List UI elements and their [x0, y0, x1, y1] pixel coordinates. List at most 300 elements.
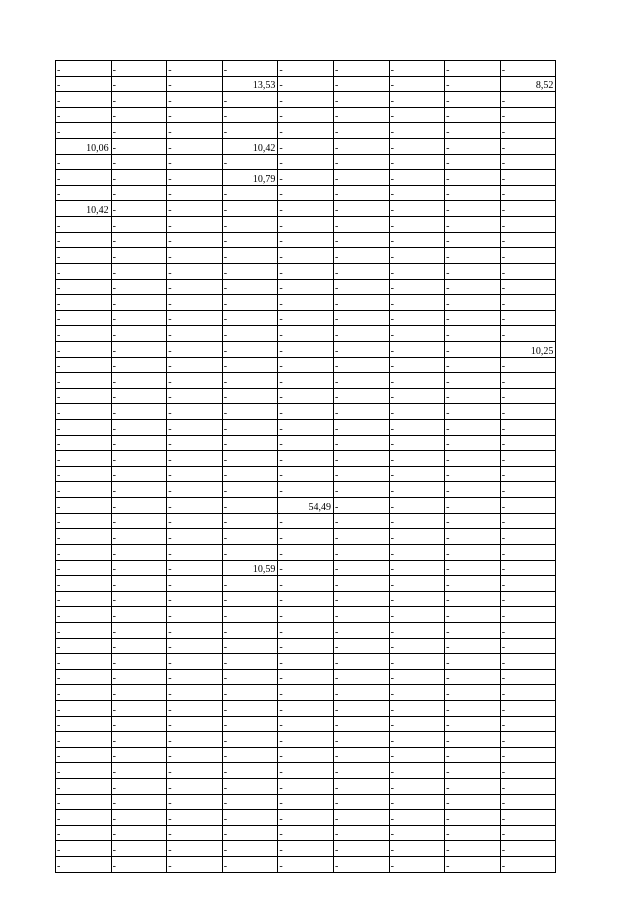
table-cell: - — [56, 388, 112, 404]
table-cell: - — [389, 388, 445, 404]
table-cell: - — [500, 560, 556, 576]
table-cell: - — [222, 404, 278, 420]
table-cell: - — [56, 669, 112, 685]
table-cell: - — [389, 248, 445, 264]
table-cell: - — [278, 123, 334, 139]
table-cell: - — [167, 201, 223, 217]
table-cell: - — [500, 466, 556, 482]
table-cell: - — [445, 357, 501, 373]
table-cell: - — [333, 248, 389, 264]
table-row — [56, 139, 556, 155]
table-row — [56, 295, 556, 311]
table-cell: - — [222, 638, 278, 654]
table-cell: - — [333, 669, 389, 685]
table-cell: - — [333, 326, 389, 342]
table-cell: - — [56, 857, 112, 873]
table-cell: - — [222, 841, 278, 857]
table-cell: - — [500, 451, 556, 467]
table-cell: - — [278, 482, 334, 498]
table-cell: - — [56, 576, 112, 592]
table-cell: - — [389, 404, 445, 420]
table-cell: - — [445, 622, 501, 638]
table-cell: - — [278, 435, 334, 451]
table-cell: - — [500, 123, 556, 139]
table-cell: - — [167, 170, 223, 186]
table-cell: - — [445, 170, 501, 186]
table-cell: - — [389, 622, 445, 638]
table-cell: - — [445, 61, 501, 77]
table-row — [56, 482, 556, 498]
table-cell: - — [500, 716, 556, 732]
table-cell: - — [56, 763, 112, 779]
table-cell: - — [222, 107, 278, 123]
table-cell: - — [445, 794, 501, 810]
table-cell: - — [500, 61, 556, 77]
table-cell: - — [333, 622, 389, 638]
table-cell: - — [222, 201, 278, 217]
table-cell: - — [333, 498, 389, 514]
table-cell: - — [111, 685, 167, 701]
table-cell: - — [500, 420, 556, 436]
table-cell: - — [56, 779, 112, 795]
table-cell: - — [333, 841, 389, 857]
table-cell: - — [111, 857, 167, 873]
table-cell: - — [111, 123, 167, 139]
table-cell: - — [56, 217, 112, 233]
table-cell: - — [278, 404, 334, 420]
table-body — [56, 61, 556, 873]
table-cell: - — [278, 326, 334, 342]
table-cell: - — [56, 498, 112, 514]
table-cell: - — [278, 92, 334, 108]
table-cell: - — [56, 544, 112, 560]
table-cell: - — [56, 232, 112, 248]
table-cell: - — [222, 123, 278, 139]
table-row — [56, 170, 556, 186]
table-cell: - — [167, 498, 223, 514]
table-cell: - — [222, 326, 278, 342]
table-cell: - — [333, 404, 389, 420]
table-row — [56, 841, 556, 857]
table-cell: - — [56, 92, 112, 108]
table-cell: - — [445, 326, 501, 342]
table-cell: - — [56, 357, 112, 373]
table-cell: - — [445, 373, 501, 389]
table-cell: - — [56, 435, 112, 451]
table-row — [56, 76, 556, 92]
table-cell: - — [278, 420, 334, 436]
table-cell: - — [445, 560, 501, 576]
table-cell: - — [333, 123, 389, 139]
table-cell: - — [111, 794, 167, 810]
table-cell: - — [278, 154, 334, 170]
table-cell: - — [389, 201, 445, 217]
table-cell: - — [167, 232, 223, 248]
table-cell: 54,49 — [278, 498, 334, 514]
table-cell: - — [445, 404, 501, 420]
table-cell: - — [222, 857, 278, 873]
table-cell: - — [56, 685, 112, 701]
table-cell: - — [222, 295, 278, 311]
table-cell: - — [167, 341, 223, 357]
table-cell: - — [445, 466, 501, 482]
table-cell: - — [445, 420, 501, 436]
table-cell: - — [222, 513, 278, 529]
table-cell: - — [278, 825, 334, 841]
table-cell: - — [445, 529, 501, 545]
table-cell: - — [278, 279, 334, 295]
table-cell: - — [278, 622, 334, 638]
table-cell: - — [222, 435, 278, 451]
table-cell: - — [333, 638, 389, 654]
table-cell: - — [389, 61, 445, 77]
table-row — [56, 591, 556, 607]
table-cell: - — [111, 404, 167, 420]
table-cell: - — [333, 217, 389, 233]
table-cell: - — [333, 61, 389, 77]
table-cell: - — [222, 373, 278, 389]
table-row — [56, 326, 556, 342]
table-cell: - — [333, 263, 389, 279]
table-cell: - — [167, 700, 223, 716]
table-cell: - — [500, 154, 556, 170]
table-cell: - — [111, 498, 167, 514]
table-row — [56, 279, 556, 295]
table-cell: - — [500, 295, 556, 311]
table-cell: - — [222, 700, 278, 716]
table-cell: - — [111, 295, 167, 311]
table-cell: - — [333, 466, 389, 482]
table-cell: - — [445, 232, 501, 248]
table-cell: - — [56, 654, 112, 670]
table-cell: - — [500, 700, 556, 716]
table-cell: - — [278, 139, 334, 155]
table-cell: - — [222, 154, 278, 170]
table-cell: - — [445, 154, 501, 170]
table-cell: - — [445, 310, 501, 326]
table-cell: - — [111, 185, 167, 201]
table-cell: - — [278, 248, 334, 264]
table-row — [56, 61, 556, 77]
table-cell: - — [278, 779, 334, 795]
table-cell: - — [278, 201, 334, 217]
table-cell: - — [500, 638, 556, 654]
table-cell: - — [167, 185, 223, 201]
table-row — [56, 420, 556, 436]
table-cell: - — [389, 123, 445, 139]
table-row — [56, 513, 556, 529]
table-cell: - — [389, 716, 445, 732]
table-cell: - — [500, 482, 556, 498]
table-cell: - — [500, 139, 556, 155]
table-cell: - — [56, 326, 112, 342]
table-cell: - — [389, 420, 445, 436]
table-cell: - — [222, 529, 278, 545]
table-cell: - — [278, 747, 334, 763]
table-cell: - — [278, 185, 334, 201]
table-cell: - — [389, 435, 445, 451]
table-cell: - — [500, 544, 556, 560]
table-cell: - — [111, 669, 167, 685]
table-cell: - — [167, 622, 223, 638]
table-cell: - — [111, 107, 167, 123]
table-row — [56, 123, 556, 139]
table-cell: - — [445, 92, 501, 108]
table-cell: - — [445, 279, 501, 295]
table-cell: - — [445, 841, 501, 857]
table-cell: - — [278, 669, 334, 685]
table-row — [56, 810, 556, 826]
table-cell: - — [167, 435, 223, 451]
table-cell: - — [445, 857, 501, 873]
table-cell: - — [56, 420, 112, 436]
table-cell: - — [278, 217, 334, 233]
table-cell: - — [111, 154, 167, 170]
table-cell: - — [278, 295, 334, 311]
table-cell: - — [389, 732, 445, 748]
table-cell: - — [445, 341, 501, 357]
table-cell: - — [278, 700, 334, 716]
table-cell: - — [445, 482, 501, 498]
table-cell: - — [56, 529, 112, 545]
table-cell: - — [278, 170, 334, 186]
table-cell: - — [333, 388, 389, 404]
table-cell: - — [445, 295, 501, 311]
table-row — [56, 544, 556, 560]
table-cell: - — [222, 576, 278, 592]
table-cell: - — [167, 217, 223, 233]
table-row — [56, 560, 556, 576]
table-cell: - — [222, 654, 278, 670]
table-cell: - — [56, 810, 112, 826]
table-cell: - — [56, 513, 112, 529]
table-cell: - — [222, 591, 278, 607]
table-row — [56, 217, 556, 233]
table-cell: - — [111, 841, 167, 857]
table-cell: - — [500, 185, 556, 201]
table-cell: - — [167, 248, 223, 264]
table-row — [56, 763, 556, 779]
table-cell: - — [56, 560, 112, 576]
table-cell: - — [333, 685, 389, 701]
table-cell: - — [111, 622, 167, 638]
table-cell: - — [278, 388, 334, 404]
table-cell: - — [111, 576, 167, 592]
table-cell: - — [167, 779, 223, 795]
table-cell: - — [278, 451, 334, 467]
table-row — [56, 576, 556, 592]
table-cell: - — [222, 232, 278, 248]
table-cell: - — [167, 482, 223, 498]
table-cell: - — [389, 591, 445, 607]
table-cell: - — [167, 92, 223, 108]
table-cell: - — [278, 107, 334, 123]
table-cell: - — [333, 341, 389, 357]
table-cell: - — [500, 779, 556, 795]
table-cell: - — [500, 217, 556, 233]
table-cell: - — [333, 295, 389, 311]
table-cell: - — [278, 341, 334, 357]
table-cell: - — [111, 217, 167, 233]
table-cell: - — [167, 529, 223, 545]
table-cell: - — [389, 825, 445, 841]
table-cell: - — [56, 107, 112, 123]
table-cell: - — [222, 607, 278, 623]
table-cell: - — [111, 779, 167, 795]
table-row — [56, 451, 556, 467]
table-row — [56, 794, 556, 810]
table-cell: - — [56, 482, 112, 498]
table-cell: - — [333, 482, 389, 498]
table-cell: - — [278, 263, 334, 279]
table-cell: - — [500, 232, 556, 248]
table-cell: - — [500, 357, 556, 373]
table-cell: - — [222, 685, 278, 701]
table-cell: - — [56, 794, 112, 810]
table-cell: - — [333, 716, 389, 732]
table-cell: - — [167, 513, 223, 529]
table-cell: - — [278, 841, 334, 857]
table-row — [56, 185, 556, 201]
table-cell: - — [222, 388, 278, 404]
table-cell: - — [278, 716, 334, 732]
table-cell: - — [389, 185, 445, 201]
table-cell: - — [167, 654, 223, 670]
table-cell: - — [333, 607, 389, 623]
table-cell: - — [333, 92, 389, 108]
table-cell: - — [445, 451, 501, 467]
table-cell: - — [167, 279, 223, 295]
table-cell: - — [389, 700, 445, 716]
table-row — [56, 466, 556, 482]
table-cell: - — [333, 794, 389, 810]
table-cell: - — [278, 685, 334, 701]
table-row — [56, 498, 556, 514]
table-cell: - — [445, 107, 501, 123]
table-cell: - — [56, 466, 112, 482]
table-cell: - — [389, 544, 445, 560]
table-cell: - — [445, 576, 501, 592]
table-cell: - — [56, 170, 112, 186]
table-cell: - — [56, 700, 112, 716]
table-row — [56, 232, 556, 248]
table-cell: - — [222, 544, 278, 560]
table-cell: - — [333, 435, 389, 451]
table-cell: - — [500, 529, 556, 545]
table-cell: - — [56, 825, 112, 841]
table-cell: - — [111, 451, 167, 467]
table-cell: - — [445, 263, 501, 279]
table-cell: - — [167, 451, 223, 467]
table-cell: - — [389, 373, 445, 389]
table-cell: - — [111, 482, 167, 498]
table-cell: - — [278, 544, 334, 560]
table-cell: - — [389, 513, 445, 529]
table-cell: - — [445, 435, 501, 451]
table-row — [56, 341, 556, 357]
table-cell: - — [389, 295, 445, 311]
table-cell: 10,06 — [56, 139, 112, 155]
table-row — [56, 435, 556, 451]
table-cell: - — [389, 576, 445, 592]
table-cell: - — [111, 373, 167, 389]
table-cell: - — [278, 654, 334, 670]
table-cell: - — [56, 61, 112, 77]
table-cell: - — [389, 857, 445, 873]
table-cell: - — [278, 357, 334, 373]
table-cell: - — [445, 700, 501, 716]
table-cell: - — [389, 139, 445, 155]
table-cell: - — [111, 466, 167, 482]
table-row — [56, 107, 556, 123]
table-cell: - — [111, 139, 167, 155]
table-row — [56, 310, 556, 326]
table-cell: - — [278, 529, 334, 545]
table-cell: - — [111, 170, 167, 186]
table-cell: - — [167, 560, 223, 576]
table-cell: - — [222, 482, 278, 498]
table-cell: - — [167, 747, 223, 763]
table-cell: - — [167, 357, 223, 373]
table-cell: - — [333, 576, 389, 592]
table-cell: - — [389, 529, 445, 545]
table-cell: - — [56, 638, 112, 654]
table-cell: - — [222, 732, 278, 748]
table-row — [56, 779, 556, 795]
table-cell: - — [222, 185, 278, 201]
table-row — [56, 607, 556, 623]
table-cell: - — [333, 529, 389, 545]
table-cell: - — [445, 607, 501, 623]
table-cell: - — [500, 310, 556, 326]
table-row — [56, 154, 556, 170]
table-cell: - — [56, 295, 112, 311]
table-cell: - — [222, 61, 278, 77]
table-cell: - — [333, 154, 389, 170]
table-cell: - — [389, 560, 445, 576]
table-cell: - — [222, 794, 278, 810]
table-cell: - — [56, 263, 112, 279]
table-row — [56, 92, 556, 108]
table-cell: - — [278, 76, 334, 92]
table-cell: - — [56, 279, 112, 295]
table-cell: - — [222, 779, 278, 795]
table-cell: - — [56, 841, 112, 857]
table-cell: - — [222, 825, 278, 841]
table-cell: - — [167, 123, 223, 139]
table-cell: - — [56, 591, 112, 607]
table-cell: - — [111, 420, 167, 436]
table-cell: - — [111, 700, 167, 716]
table-row — [56, 732, 556, 748]
table-cell: - — [333, 232, 389, 248]
table-cell: - — [333, 763, 389, 779]
table-cell: - — [500, 622, 556, 638]
table-cell: - — [167, 825, 223, 841]
table-cell: - — [389, 107, 445, 123]
table-cell: - — [500, 107, 556, 123]
table-cell: - — [111, 279, 167, 295]
table-cell: - — [222, 279, 278, 295]
table-row — [56, 373, 556, 389]
table-cell: - — [389, 482, 445, 498]
table-cell: - — [167, 763, 223, 779]
table-cell: - — [111, 654, 167, 670]
table-cell: - — [500, 685, 556, 701]
table-cell: - — [222, 763, 278, 779]
table-cell: - — [167, 139, 223, 155]
table-cell: - — [445, 763, 501, 779]
